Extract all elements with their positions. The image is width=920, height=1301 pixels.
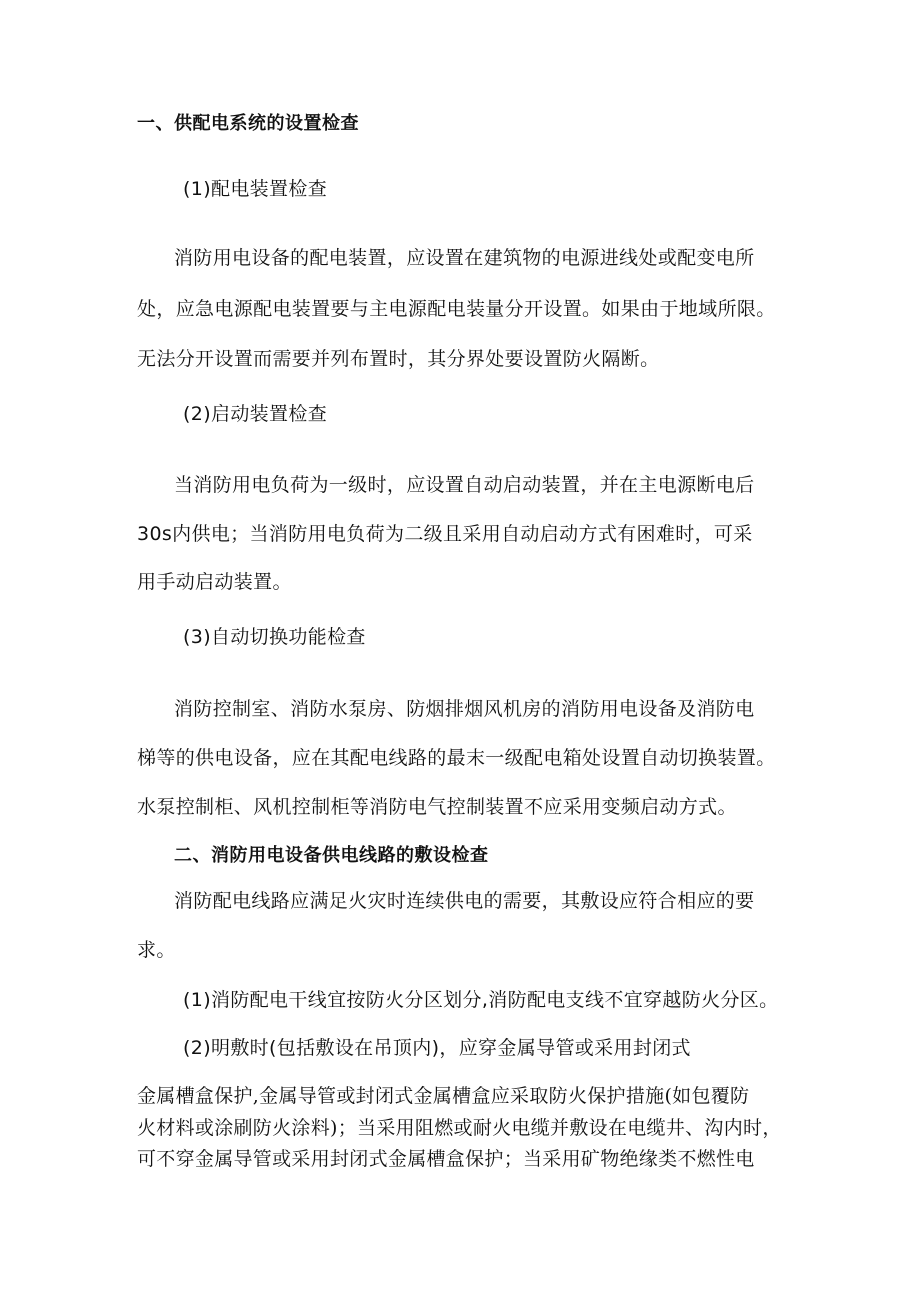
paragraph-1-line-2: 处，应急电源配电装置要与主电源配电装量分开设置。如果由于地域所限。 [137,298,776,320]
continuation-line-1: 金属槽盒保护,金属导管或封闭式金属槽盒应采取防火保护措施(如包覆防 [137,1085,750,1107]
item-2-title: (2)启动装置检查 [183,403,328,425]
section-2-intro-line-1: 消防配电线路应满足火灾时连续供电的需要，其敷设应符合相应的要 [174,890,755,912]
paragraph-2-line-2: 30s内供电；当消防用电负荷为二级且采用自动启动方式有困难时，可采 [137,523,753,545]
continuation-line-2: 火材料或涂刷防火涂料)；当采用阻燃或耐火电缆并敷设在电缆井、沟内时， [137,1117,782,1139]
section-2-item-2: (2)明敷时(包括敷设在吊顶内)，应穿金属导管或采用封闭式 [183,1037,691,1059]
paragraph-2-line-1: 当消防用电负荷为一级时，应设置自动启动装置，并在主电源断电后 [174,474,755,496]
paragraph-1-line-3: 无法分开设置而需要并列布置时，其分界处要设置防火隔断。 [137,348,660,370]
section-2-item-1: (1)消防配电干线宜按防火分区划分,消防配电支线不宜穿越防火分区。 [183,989,779,1011]
section-2-intro-line-2: 求。 [137,939,176,961]
item-1-title: (1)配电装置检查 [183,178,328,200]
paragraph-1-line-1: 消防用电设备的配电装置，应设置在建筑物的电源进线处或配变电所 [174,247,755,269]
paragraph-3-line-1: 消防控制室、消防水泵房、防烟排烟风机房的消防用电设备及消防电 [174,698,755,720]
item-3-title: (3)自动切换功能检查 [183,626,366,648]
paragraph-3-line-3: 水泵控制柜、风机控制柜等消防电气控制装置不应采用变频启动方式。 [137,796,737,818]
section-1-heading: 一、供配电系统的设置检查 [137,113,359,134]
section-2-heading: 二、消防用电设备供电线路的敷设检查 [174,845,489,866]
paragraph-2-line-3: 用手动启动装置。 [137,571,292,593]
paragraph-3-line-2: 梯等的供电设备，应在其配电线路的最末一级配电箱处设置自动切换装置。 [137,747,776,769]
continuation-line-3: 可不穿金属导管或采用封闭式金属槽盒保护；当采用矿物绝缘类不燃性电 [137,1148,755,1170]
